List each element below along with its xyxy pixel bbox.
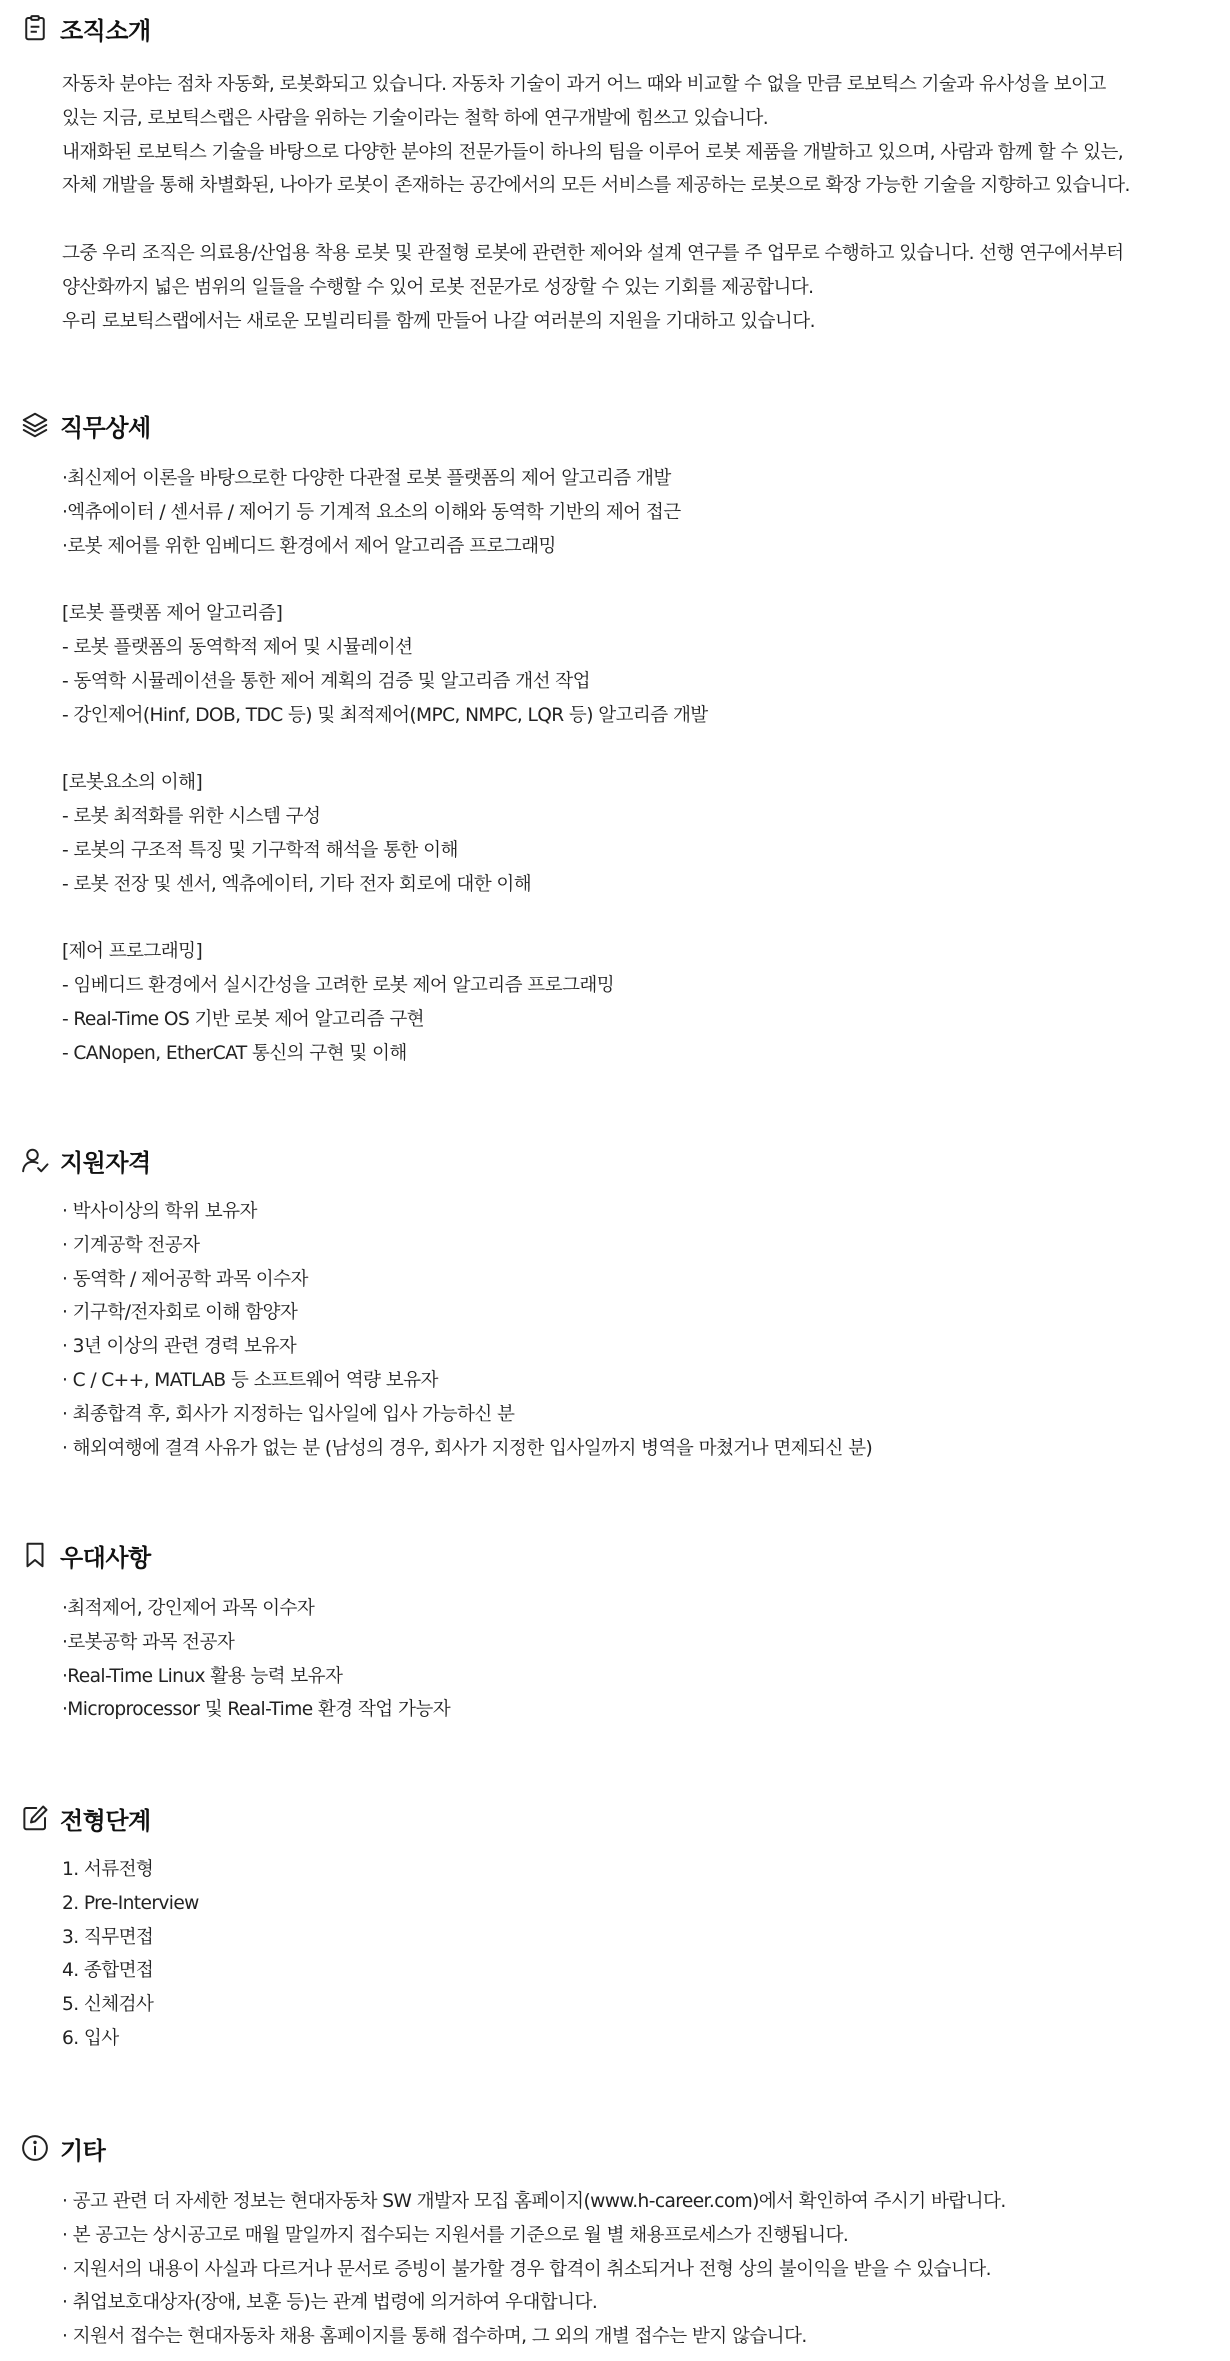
text-line: 6. 입사 <box>62 2027 119 2049</box>
user-check-icon <box>18 1143 52 1177</box>
section-header-intro <box>18 8 151 48</box>
section-title-qualifications: 지원자격 <box>60 1148 151 1177</box>
text-line: 2. Pre-Interview <box>62 1892 199 1914</box>
section-header-qualifications <box>18 1140 151 1180</box>
text-line: 4. 종합면접 <box>62 1960 154 1982</box>
text-line: [로봇요소의 이해] <box>62 772 203 794</box>
section-body-preferred <box>62 1592 1210 1727</box>
section-title-etc: 기타 <box>60 2136 106 2165</box>
text-line: ·로봇 제어를 위한 임베디드 환경에서 제어 알고리즘 프로그래밍 <box>62 535 556 557</box>
section-body-duties <box>62 462 1210 1070</box>
text-line: - Real-Time OS 기반 로봇 제어 알고리즘 구현 <box>62 1008 425 1030</box>
layers-icon <box>18 408 52 442</box>
section-title-intro: 조직소개 <box>60 16 151 45</box>
text-line: - 임베디드 환경에서 실시간성을 고려한 로봇 제어 알고리즘 프로그래밍 <box>62 974 615 996</box>
blank-line <box>62 563 1210 597</box>
text-line: · 공고 관련 더 자세한 정보는 현대자동차 SW 개발자 모집 홈페이지(www.h-career.com)에서 확인하여 주시기 바랍니다. <box>62 2191 1006 2212</box>
text-line: · 본 공고는 상시공고로 매월 말일까지 접수되는 지원서를 기준으로 월 별 채용프로세스가 진행됩니다. <box>62 2224 849 2246</box>
text-line: ·엑츄에이터 / 센서류 / 제어기 등 기계적 요소의 이해와 동역학 기반의 제어 접근 <box>62 501 681 523</box>
info-icon <box>18 2131 52 2165</box>
text-line: · 지원서의 내용이 사실과 다르거나 문서로 증빙이 불가할 경우 합격이 취소되거나 전형 상의 불이익을 받을 수 있습니다. <box>62 2258 991 2280</box>
text-line: - 로봇 플랫폼의 동역학적 제어 및 시뮬레이션 <box>62 636 413 658</box>
blank-line <box>62 732 1210 766</box>
blank-line <box>62 203 1210 237</box>
section-title-process: 전형단계 <box>60 1806 151 1835</box>
section-body-etc <box>62 2185 1210 2354</box>
text-line: ·최신제어 이론을 바탕으로한 다양한 다관절 로봇 플랫폼의 제어 알고리즘 개발 <box>62 468 671 489</box>
text-line: 1. 서류전형 <box>62 1859 154 1880</box>
edit-icon <box>18 1801 52 1835</box>
text-line: 5. 신체검사 <box>62 1994 154 2016</box>
text-line: [로봇 플랫폼 제어 알고리즘] <box>62 603 283 625</box>
text-line: 자동차 분야는 점차 자동화, 로봇화되고 있습니다. 자동차 기술이 과거 어느 때와 비교할 수 없을 만큼 로보틱스 기술과 유사성을 보이고 <box>62 74 1106 95</box>
text-line: - CANopen, EtherCAT 통신의 구현 및 이해 <box>62 1042 407 1064</box>
text-line: [제어 프로그래밍] <box>62 941 203 963</box>
text-line: ·로봇공학 과목 전공자 <box>62 1631 235 1653</box>
text-line: - 강인제어(Hinf, DOB, TDC 등) 및 최적제어(MPC, NMPC, LQR 등) 알고리즘 개발 <box>62 704 708 726</box>
blank-line <box>62 901 1210 935</box>
text-line: - 로봇 전장 및 센서, 엑츄에이터, 기타 전자 회로에 대한 이해 <box>62 873 532 895</box>
text-line: ·최적제어, 강인제어 과목 이수자 <box>62 1598 315 1619</box>
text-line: · 최종합격 후, 회사가 지정하는 입사일에 입사 가능하신 분 <box>62 1403 515 1425</box>
text-line: 내재화된 로보틱스 기술을 바탕으로 다양한 분야의 전문가들이 하나의 팀을 이루어 로봇 제품을 개발하고 있으며, 사람과 함께 할 수 있는, <box>62 141 1124 163</box>
text-line: · 취업보호대상자(장애, 보훈 등)는 관계 법령에 의거하여 우대합니다. <box>62 2292 598 2314</box>
text-line: ·Real-Time Linux 활용 능력 보유자 <box>62 1665 343 1687</box>
text-line: 있는 지금, 로보틱스랩은 사람을 위하는 기술이라는 철학 하에 연구개발에 힘쓰고 있습니다. <box>62 107 769 129</box>
text-line: 자체 개발을 통해 차별화된, 나아가 로봇이 존재하는 공간에서의 모든 서비스를 제공하는 로봇으로 확장 가능한 기술을 지향하고 있습니다. <box>62 175 1130 197</box>
text-line: - 로봇 최적화를 위한 시스템 구성 <box>62 805 321 827</box>
text-line: 양산화까지 넓은 범위의 일들을 수행할 수 있어 로봇 전문가로 성장할 수 있는 기회를 제공합니다. <box>62 276 814 298</box>
text-line: · 동역학 / 제어공학 과목 이수자 <box>62 1268 308 1290</box>
text-line: - 로봇의 구조적 특징 및 기구학적 해석을 통한 이해 <box>62 839 458 861</box>
text-line: · 기구학/전자회로 이해 함양자 <box>62 1302 298 1324</box>
text-line: 3. 직무면접 <box>62 1926 154 1948</box>
bookmark-icon <box>18 1538 52 1572</box>
text-line: · 3년 이상의 관련 경력 보유자 <box>62 1336 297 1358</box>
section-title-duties: 직무상세 <box>60 413 151 442</box>
clipboard-icon <box>18 11 52 45</box>
text-line: · 지원서 접수는 현대자동차 채용 홈페이지를 통해 접수하며, 그 외의 개별 접수는 받지 않습니다. <box>62 2326 807 2348</box>
text-line: ·Microprocessor 및 Real-Time 환경 작업 가능자 <box>62 1699 451 1721</box>
section-header-etc <box>18 2128 105 2168</box>
section-body-qualifications <box>62 1195 1210 1465</box>
section-header-process <box>18 1798 151 1838</box>
section-header-duties <box>18 405 151 445</box>
text-line: · 박사이상의 학위 보유자 <box>62 1201 257 1222</box>
text-line: · 해외여행에 결격 사유가 없는 분 (남성의 경우, 회사가 지정한 입사일까지 병역을 마쳤거나 면제되신 분) <box>62 1437 873 1459</box>
section-header-preferred <box>18 1535 151 1575</box>
text-line: 우리 로보틱스랩에서는 새로운 모빌리티를 함께 만들어 나갈 여러분의 지원을 기대하고 있습니다. <box>62 310 815 332</box>
text-line: · C / C++, MATLAB 등 소프트웨어 역량 보유자 <box>62 1369 438 1391</box>
text-line: - 동역학 시뮬레이션을 통한 제어 계획의 검증 및 알고리즘 개선 작업 <box>62 670 590 692</box>
section-body-process <box>62 1853 1210 2056</box>
text-line: · 기계공학 전공자 <box>62 1234 200 1256</box>
section-body-intro <box>62 68 1210 338</box>
text-line: 그중 우리 조직은 의료용/산업용 착용 로봇 및 관절형 로봇에 관련한 제어와 설계 연구를 주 업무로 수행하고 있습니다. 선행 연구에서부터 <box>62 242 1124 264</box>
section-title-preferred: 우대사항 <box>60 1543 151 1572</box>
